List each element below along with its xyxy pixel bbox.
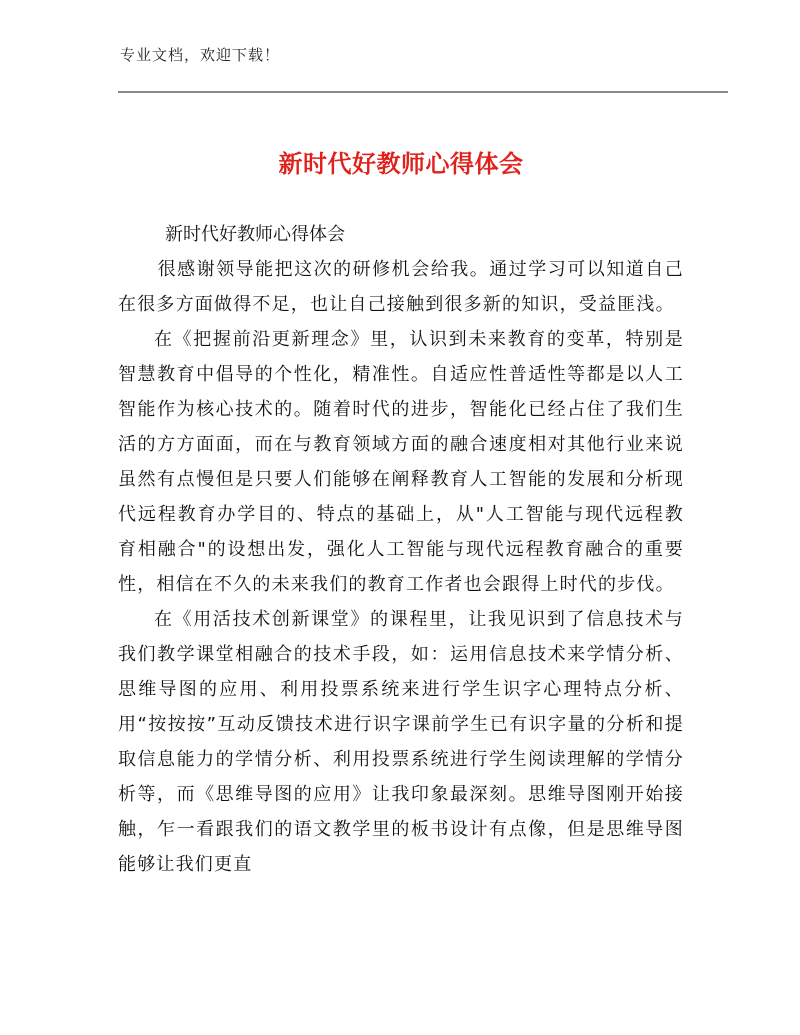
paragraph-1: 很感谢领导能把这次的研修机会给我。通过学习可以知道自己在很多方面做得不足，也让自己接触到很多新的知识，受益匪浅。 <box>118 259 684 315</box>
page-header-text: 专业文档，欢迎下载！ <box>120 46 281 64</box>
paragraph-2: 在《把握前沿更新理念》里，认识到未来教育的变革，特别是智慧教育中倡导的个性化，精准性。自适应性普适性等都是以人工智能作为核心技术的。随着时代的进步，智能化已经占住了我们生活的方方面面，而在与教育领域方面的融合速度相对其他行业来说虽然有点慢但是只要人们能够在阐释教育人工智能的发展和分析现代远程教育办学目的、特点的基础上，从"人工智能与现代远程教育相融合"的设想出发，强化人工智能与现代远程教育融合的重要性，相信在不久的未来我们的教育工作者也会跟得上时代的步伐。 <box>118 329 684 595</box>
document-subtitle: 新时代好教师心得体会 <box>165 224 345 245</box>
header-divider <box>118 91 728 93</box>
document-body <box>118 218 684 882</box>
document-title: 新时代好教师心得体会 <box>278 150 524 178</box>
paragraph-3: 在《用活技术创新课堂》的课程里，让我见识到了信息技术与我们教学课堂相融合的技术手段，如：运用信息技术来学情分析、思维导图的应用、利用投票系统来进行学生识字心理特点分析、用“按按按”互动反馈技术进行识字课前学生已有识字量的分析和提取信息能力的学情分析、利用投票系统进行学生阅读理解的学情分析等，而《思维导图的应用》让我印象最深刻。思维导图刚开始接触，乍一看跟我们的语文教学里的板书设计有点像，但是思维导图能够让我们更直 <box>118 609 684 875</box>
